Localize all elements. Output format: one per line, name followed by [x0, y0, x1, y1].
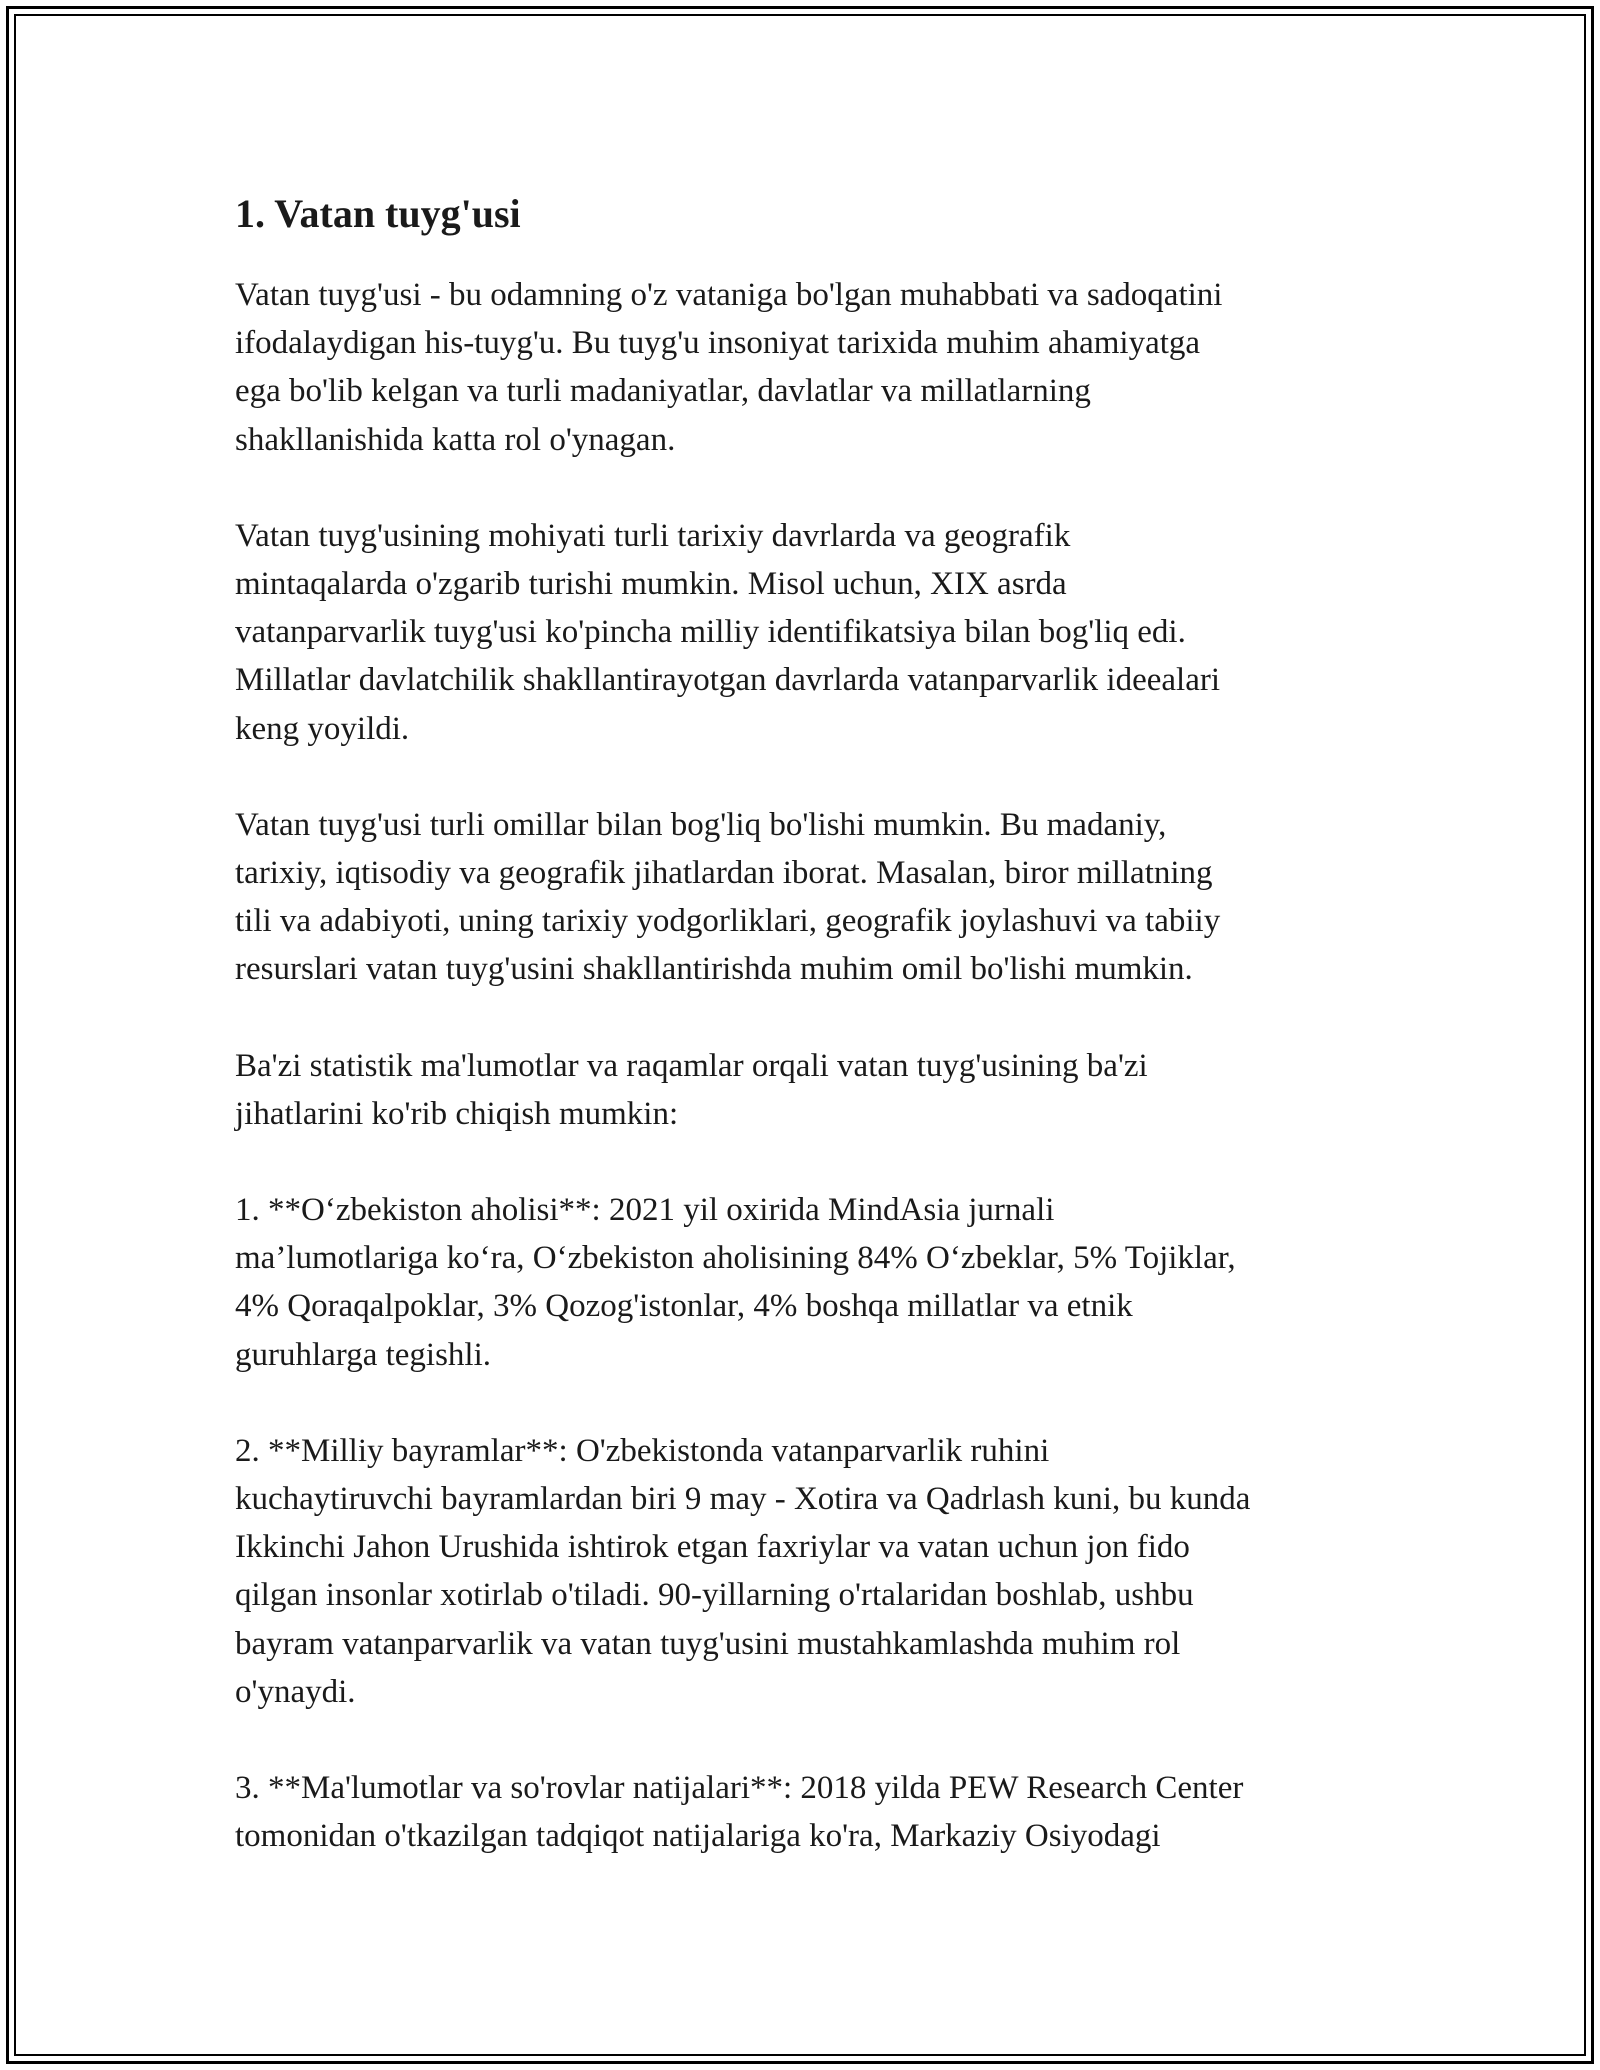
- paragraph-statistics-intro: Ba'zi statistik ma'lumotlar va raqamlar orqali vatan tuyg'usining ba'zi jihatlarini ko'rib chiqish mumkin:: [235, 1047, 1148, 1132]
- list-item-population: 1. **O‘zbekiston aholisi**: 2021 yil oxirida MindAsia jurnali ma’lumotlariga ko‘ra, O‘zbekiston aholisining 84% O‘zbeklar, 5% Tojiklar, 4% Qoraqalpoklar, 3% Qozog'istonlar, 4% boshqa millatlar va etnik guruhlarga tegishli.: [235, 1192, 1236, 1373]
- paragraph-essence: Vatan tuyg'usining mohiyati turli tarixiy davrlarda va geografik mintaqalarda o'zgarib turishi mumkin. Misol uchun, XIX asrda vatanparvarlik tuyg'usi ko'pincha milliy identifikatsiya bilan bog'liq edi. Millatlar davlatchilik shakllantirayotgan davrlarda vatanparvarlik ideealari keng yoyildi.: [235, 517, 1221, 747]
- paragraph-factors: Vatan tuyg'usi turli omillar bilan bog'liq bo'lishi mumkin. Bu madaniy, tarixiy, iqtisodiy va geografik jihatlardan iborat. Masalan, biror millatning tili va adabiyoti, uning tarixiy yodgorliklari, geografik joylashuvi va tabiiy resurslari vatan tuyg'usini shakllantirishda muhim omil bo'lishi mumkin.: [235, 806, 1221, 988]
- paragraph-intro: Vatan tuyg'usi - bu odamning o'z vataniga bo'lgan muhabbati va sadoqatini ifodalaydigan his-tuyg'u. Bu tuyg'u insoniyat tarixida muhim ahamiyatga ega bo'lib kelgan va turli madaniyatlar, davlatlar va millatlarning shakllanishida katta rol o'ynagan.: [235, 277, 1223, 458]
- document-body: [235, 185, 1375, 1908]
- section-heading: 1. Vatan tuyg'usi: [235, 191, 521, 236]
- list-item-national-holidays: 2. **Milliy bayramlar**: O'zbekistonda vatanparvarlik ruhini kuchaytiruvchi bayramlardan biri 9 may - Xotira va Qadrlash kuni, bu kunda Ikkinchi Jahon Urushida ishtirok etgan faxriylar va vatan uchun jon fido qilgan insonlar xotirlab o'tiladi. 90-yillarning o'rtalaridan boshlab, ushbu bayram vatanparvarlik va vatan tuyg'usini mustahkamlashda muhim rol o'ynaydi.: [235, 1432, 1251, 1710]
- list-item-survey-results: 3. **Ma'lumotlar va so'rovlar natijalari**: 2018 yilda PEW Research Center tomonidan o'tkazilgan tadqiqot natijalariga ko'ra, Markaziy Osiyodagi: [235, 1770, 1244, 1855]
